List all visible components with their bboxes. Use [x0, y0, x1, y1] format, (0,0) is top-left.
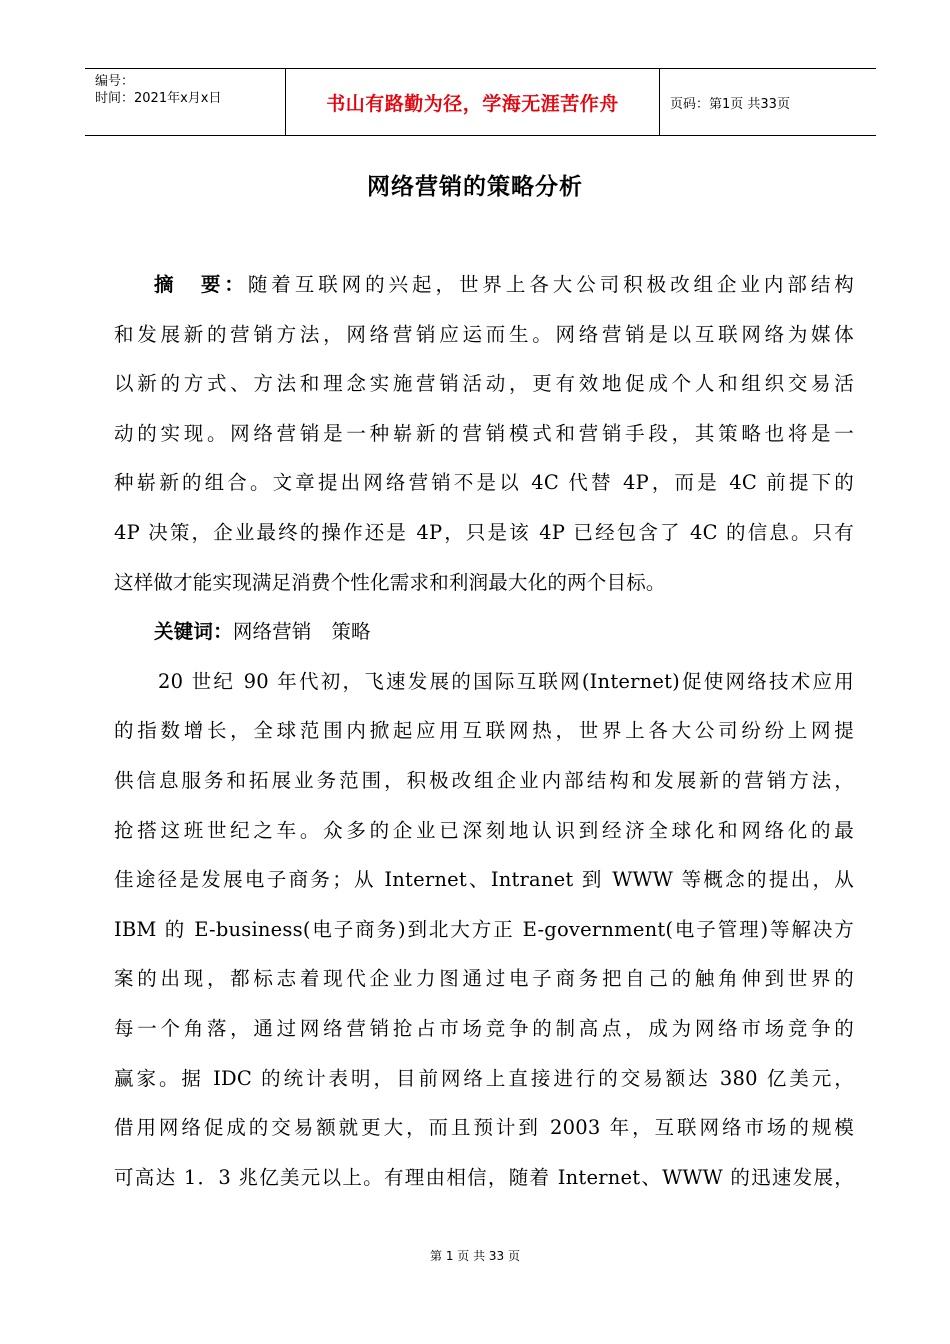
- abstract-line: 4P 决策，企业最终的操作还是 4P，只是该 4P 已经包含了 4C 的信息。只有: [114, 520, 854, 544]
- document-number-label: 编号：: [95, 74, 135, 89]
- header-meta: [85, 69, 286, 135]
- abstract-line: 动的实现。网络营销是一种崭新的营销模式和营销手段，其策略也将是一: [114, 421, 854, 445]
- paragraph-line: 供信息服务和拓展业务范围，积极改组企业内部结构和发展新的营销方法，: [114, 768, 854, 792]
- keywords-line: [114, 612, 854, 662]
- document-time-label: 时间：2021年x月x日: [95, 91, 222, 106]
- abstract-line: 种崭新的组合。文章提出网络营销不是以 4C 代替 4P，而是 4C 前提下的: [114, 471, 854, 495]
- paragraph-line: 的指数增长，全球范围内掀起应用互联网热，世界上各大公司纷纷上网提: [114, 719, 854, 743]
- paragraph-line: 抢搭这班世纪之车。众多的企业已深刻地认识到经济全球化和网络化的最: [114, 818, 854, 842]
- paragraph-line: IBM 的 E-business(电子商务)到北大方正 E-government(电子管理)等解决方: [114, 917, 854, 941]
- keywords-label: 关键词：: [154, 620, 233, 644]
- paragraph-line: 每一个角落，通过网络营销抢占市场竞争的制高点，成为网络市场竞争的: [114, 1016, 854, 1040]
- abstract-line: 以新的方式、方法和理念实施营销活动，更有效地促成个人和组织交易活: [114, 372, 854, 396]
- page-footer: 第 1 页 共 33 页: [430, 1249, 520, 1263]
- document-body: [114, 265, 854, 1207]
- keywords-value: 网络营销 策略: [232, 620, 371, 644]
- paragraph-line: 借用网络促成的交易额就更大，而且预计到 2003 年，互联网络市场的规模: [114, 1116, 854, 1140]
- abstract-line: 摘 要：随着互联网的兴起，世界上各大公司积极改组企业内部结构: [154, 273, 854, 296]
- abstract-line: 和发展新的营销方法，网络营销应运而生。网络营销是以互联网络为媒体: [114, 322, 854, 346]
- paragraph-line: 案的出现，都标志着现代企业力图通过电子商务把自己的触角伸到世界的: [114, 967, 854, 991]
- abstract-line: 这样做才能实现满足消费个性化需求和利润最大化的两个目标。: [114, 570, 666, 594]
- paragraph-line: 赢家。据 IDC 的统计表明，目前网络上直接进行的交易额达 380 亿美元，: [114, 1066, 854, 1090]
- document-header: [85, 68, 876, 136]
- paragraph-line: 佳途径是发展电子商务；从 Internet、Intranet 到 WWW 等概念的提出，从: [114, 868, 854, 892]
- abstract-label: 摘 要：: [154, 273, 248, 296]
- header-motto: 书山有路勤为径，学海无涯苦作舟: [286, 69, 660, 135]
- document-title: 网络营销的策略分析: [367, 174, 583, 200]
- paragraph-line: 20 世纪 90 年代初，飞速发展的国际互联网(Internet)促使网络技术应用: [158, 669, 854, 693]
- header-page-info: 页码：第1页 共33页: [670, 96, 790, 112]
- paragraph-line: 可高达 1．3 兆亿美元以上。有理由相信，随着 Internet、WWW 的迅速发展，: [114, 1165, 854, 1189]
